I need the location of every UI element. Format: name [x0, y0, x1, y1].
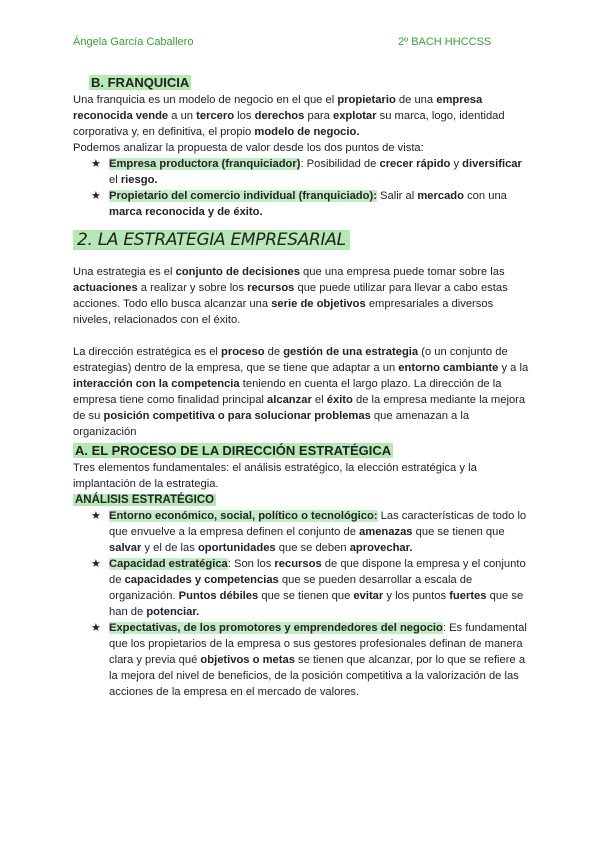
text-run: : Son los: [227, 558, 275, 570]
star-bullet-icon: ★: [91, 622, 101, 634]
bold-text: recursos: [247, 282, 295, 294]
bold-text: objetivos o metas: [200, 654, 295, 666]
bold-text: explotar: [332, 110, 377, 122]
bold-text: marca reconocida y de éxito.: [109, 206, 263, 218]
text-run: : Posibilidad de: [300, 158, 380, 170]
text-run: (o un conjunto de estrategias) dentro de la empresa, que se tiene que adaptar a un: [73, 346, 508, 374]
bold-text: capacidades y competencias: [124, 574, 279, 586]
text-run: que una empresa puede tomar sobre las: [299, 266, 505, 278]
text-run: y a la: [498, 362, 529, 374]
text-run: y los puntos: [383, 590, 450, 602]
bold-text: empresa reconocida vende: [73, 94, 483, 122]
star-bullet-icon: ★: [91, 190, 101, 202]
list-item: [91, 156, 533, 188]
text-run: de la empresa mediante la mejora de su: [73, 394, 526, 422]
text-run: teniendo en cuenta el largo plazo. La dirección de la empresa tiene como finalidad principal: [73, 378, 502, 406]
bold-text: gestión de una estrategia: [283, 346, 419, 358]
bold-text: amenazas: [359, 526, 413, 538]
bold-text: interacción con la competencia: [73, 378, 240, 390]
franquicia-heading: B. FRANQUICIA: [91, 75, 190, 90]
analisis-subtitle: ANÁLISIS ESTRATÉGICO: [75, 494, 215, 506]
text-run: de que dispone la empresa y el conjunto de: [109, 558, 526, 586]
text-run: a un: [168, 110, 197, 122]
bold-text: Expectativas, de los promotores y emprendedores del negocio: [109, 622, 443, 634]
text-run: que se tienen que: [412, 526, 505, 538]
text-run: Una franquicia es un modelo de negocio en el que el: [73, 94, 338, 106]
bold-text: crecer rápido: [379, 158, 451, 170]
bold-text: Empresa productora (franquiciador): [109, 158, 301, 170]
bold-text: actuaciones: [73, 282, 138, 294]
text-run: a realizar y sobre los: [137, 282, 248, 294]
text-run: Una estrategia es el: [73, 266, 176, 278]
text-run: La dirección estratégica es el: [73, 346, 222, 358]
bold-text: alcanzar: [267, 394, 312, 406]
text-run: Salir al: [376, 190, 418, 202]
bold-text: entorno cambiante: [398, 362, 499, 374]
bold-text: posición competitiva o para solucionar problemas: [103, 410, 371, 422]
direccion-heading: A. EL PROCESO DE LA DIRECCIÓN ESTRATÉGICA: [75, 443, 392, 458]
text-run: con una: [463, 190, 507, 202]
text-run: que puede utilizar para llevar a cabo estas acciones. Todo ello busca alcanzar una: [73, 282, 508, 310]
bold-text: mercado: [417, 190, 464, 202]
star-bullet-icon: ★: [91, 158, 101, 170]
bold-text: Puntos débiles: [178, 590, 259, 602]
text-run: que se deben: [275, 542, 350, 554]
bold-text: salvar: [109, 542, 142, 554]
text-run: para: [304, 110, 333, 122]
bold-text: potenciar.: [146, 606, 200, 618]
bold-text: conjunto de decisiones: [175, 266, 300, 278]
text-run: : Es fundamental que los propietarios de la empresa o sus gestores profesionales definan de manera clara y previa qué: [109, 622, 527, 666]
text-run: que se tienen que: [258, 590, 354, 602]
bold-text: Capacidad estratégica: [109, 558, 228, 570]
text-run: Las características de todo lo que envuelve a la empresa definen el conjunto de: [109, 510, 527, 538]
direccion-paragraph: Tres elementos fundamentales: el análisis estratégico, la elección estratégica y la implantación de la estrategia.: [73, 462, 477, 490]
bold-text: Entorno económico, social, político o tecnológico:: [109, 510, 378, 522]
text-run: el: [109, 174, 121, 186]
bold-text: recursos: [274, 558, 322, 570]
list-item: [91, 620, 533, 700]
text-run: se tienen que alcanzar, por lo que se refiere a la mejora del nivel de beneficios, de la posición competitiva a la valorización de las acciones de la empresa en el mercado de valores.: [109, 654, 526, 698]
bold-text: riesgo.: [120, 174, 158, 186]
text-run: su marca, logo, identidad corporativa y, en definitiva, el propio: [73, 110, 505, 138]
bold-text: fuertes: [449, 590, 487, 602]
bold-text: derechos: [254, 110, 305, 122]
star-bullet-icon: ★: [91, 558, 101, 570]
text-run: el: [311, 394, 327, 406]
analisis-list: [73, 508, 533, 700]
text-run: que se pueden desarrollar a escala de organización.: [109, 574, 473, 602]
header-course: 2º BACH HHCCSS: [398, 36, 492, 48]
estrategia-paragraph-2: [73, 344, 533, 440]
franquicia-paragraph: [73, 92, 533, 140]
document-body: [73, 74, 533, 700]
text-run: de una: [395, 94, 437, 106]
text-run: empresariales a diversos niveles, relacionados con el éxito.: [73, 298, 494, 326]
list-item: [91, 556, 533, 620]
estrategia-paragraph-1: [73, 264, 533, 328]
estrategia-heading: 2. LA ESTRATEGIA EMPRESARIAL: [73, 228, 533, 252]
star-bullet-icon: ★: [91, 510, 101, 522]
text-run: que se han de: [109, 590, 524, 618]
bold-text: aprovechar.: [349, 542, 413, 554]
bold-text: oportunidades: [197, 542, 276, 554]
list-item: [91, 188, 533, 220]
bold-text: modelo de negocio.: [254, 126, 360, 138]
text-run: de: [264, 346, 284, 358]
bold-text: proceso: [221, 346, 265, 358]
list-item: [91, 508, 533, 556]
text-run: que amenazan a la organización: [73, 410, 470, 438]
franquicia-intro: Podemos analizar la propuesta de valor desde los dos puntos de vista:: [73, 142, 424, 154]
bold-text: Propietario del comercio individual (franquiciado):: [109, 190, 377, 202]
bold-text: tercero: [196, 110, 235, 122]
bold-text: diversificar: [462, 158, 522, 170]
text-run: y: [450, 158, 463, 170]
bold-text: propietario: [337, 94, 396, 106]
header-author: Ángela García Caballero: [73, 36, 194, 48]
bold-text: éxito: [326, 394, 353, 406]
bold-text: serie de objetivos: [271, 298, 366, 310]
franquicia-list: [73, 156, 533, 220]
text-run: y el de las: [141, 542, 198, 554]
text-run: los: [234, 110, 255, 122]
bold-text: evitar: [353, 590, 384, 602]
